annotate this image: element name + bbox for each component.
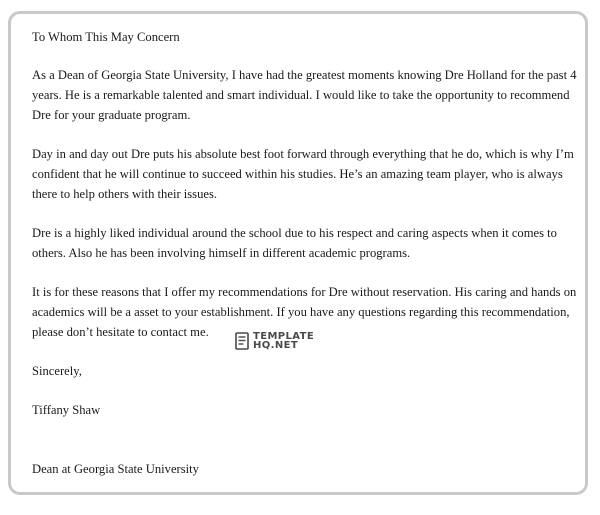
signer-name: Tiffany Shaw [32, 403, 101, 417]
signer-title: Dean at Georgia State University [32, 462, 199, 476]
watermark-line-2: HQ.NET [253, 340, 299, 351]
watermark-line-1: TEMPLATE [253, 331, 315, 342]
salutation: To Whom This May Concern [32, 30, 180, 44]
document-icon [235, 332, 249, 350]
paragraph-1: As a Dean of Georgia State University, I have had the greatest moments knowing Dre Holland for the past 4 years. He is a remarkable talented and smart individual. I would like to take the opportunity to recommend Dre for your graduate program. [32, 68, 577, 122]
closing: Sincerely, [32, 364, 82, 378]
watermark-text [253, 332, 314, 350]
watermark-logo [235, 330, 314, 352]
paragraph-4: It is for these reasons that I offer my recommendations for Dre without reservation. His caring and hands on academics will be a asset to your establishment. If you have any questions regarding this recommendation, please don’t hesitate to contact me. [32, 285, 577, 339]
paragraph-3: Dre is a highly liked individual around the school due to his respect and caring aspects when it comes to others. Also he has been involving himself in different academic programs. [32, 226, 557, 260]
letter-body [32, 27, 580, 479]
paragraph-2: Day in and day out Dre puts his absolute best foot forward through everything that he do, which is why I’m confident that he will continue to succeed within his studies. He’s an amazing team player, who is always there to help others with their issues. [32, 147, 574, 201]
